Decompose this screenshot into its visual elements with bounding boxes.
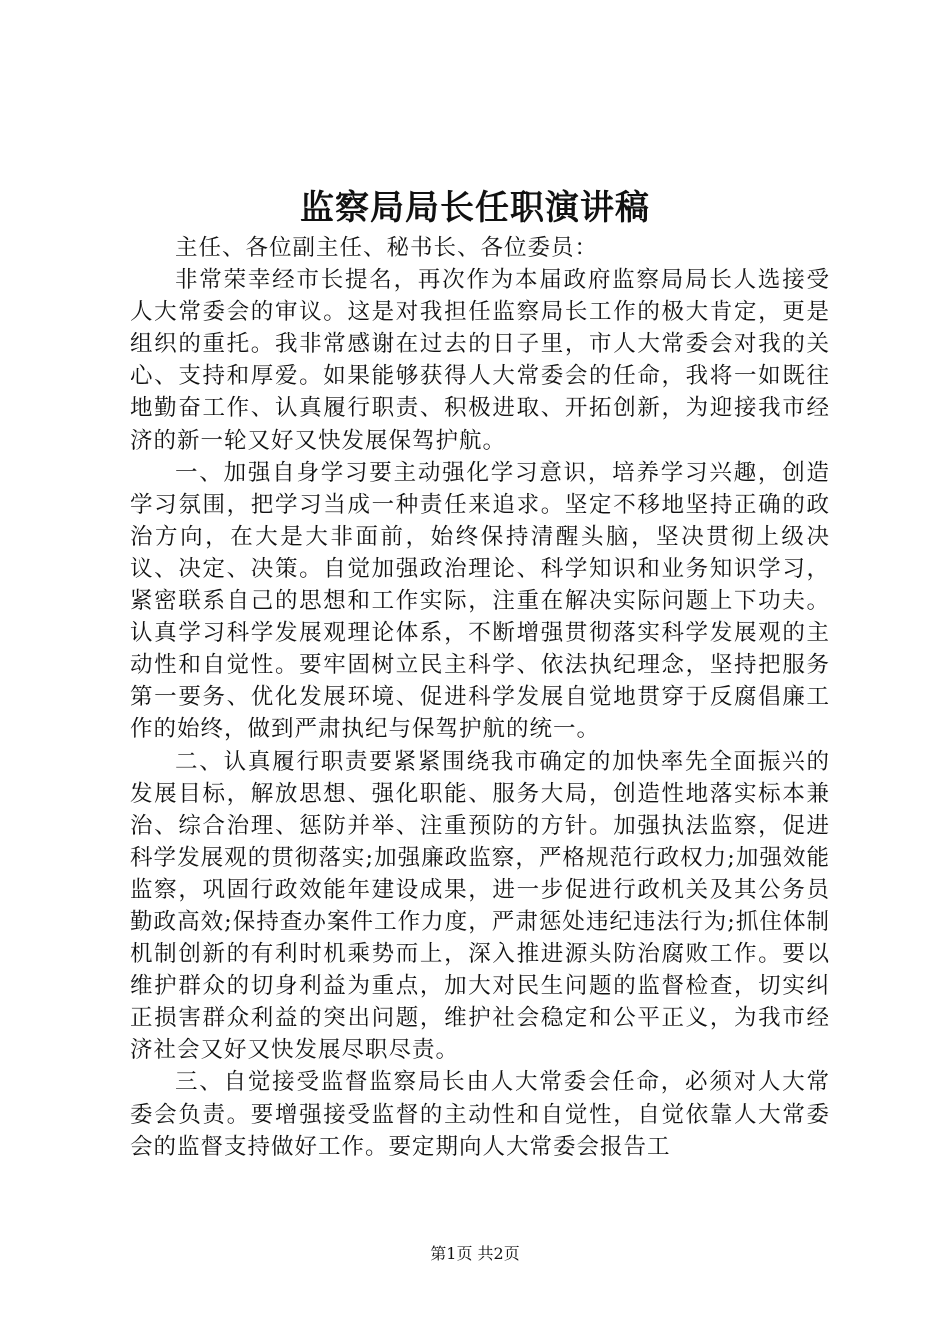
salutation-paragraph: 主任、各位副主任、秘书长、各位委员： [175,235,599,261]
page-footer: 第1页 共2页 [430,1244,520,1263]
intro-paragraph: 非常荣幸经市长提名，再次作为本届政府监察局局长人选接受人大常委会的审议。这是对我担任监察局长工作的极大肯定，更是组织的重托。我非常感谢在过去的日子里，市人大常委会对我的关心、支持和厚爱。如果能够获得人大常委会的任命，我将一如既往地勤奋工作、认真履行职责、积极进取、开拓创新，为迎接我市经济的新一轮又好又快发展保驾护航。 [130,267,830,454]
section-three-paragraph: 三、自觉接受监督监察局长由人大常委会任命，必须对人大常委会负责。要增强接受监督的主动性和自觉性，自觉依靠人大常委会的监督支持做好工作。要定期向人大常委会报告工 [130,1069,830,1160]
section-two-paragraph: 二、认真履行职责要紧紧围绕我市确定的加快率先全面振兴的发展目标，解放思想、强化职能、服务大局，创造性地落实标本兼治、综合治理、惩防并举、注重预防的方针。加强执法监察，促进科学发展观的贯彻落实;加强廉政监察，严格规范行政权力;加强效能监察，巩固行政效能年建设成果，进一步促进行政机关及其公务员勤政高效;保持查办案件工作力度，严肃惩处违纪违法行为;抓住体制机制创新的有利时机乘势而上，深入推进源头防治腐败工作。要以维护群众的切身利益为重点，加大对民生问题的监督检查，切实纠正损害群众利益的突出问题，维护社会稳定和公平正义，为我市经济社会又好又快发展尽职尽责。 [130,748,830,1064]
section-one-paragraph: 一、加强自身学习要主动强化学习意识，培养学习兴趣，创造学习氛围，把学习当成一种责任来追求。坚定不移地坚持正确的政治方向，在大是大非面前，始终保持清醒头脑，坚决贯彻上级决议、决定、决策。自觉加强政治理论、科学知识和业务知识学习，紧密联系自己的思想和工作实际，注重在解决实际问题上下功夫。认真学习科学发展观理论体系，不断增强贯彻落实科学发展观的主动性和自觉性。要牢固树立民主科学、依法执纪理念，坚持把服务第一要务、优化发展环境、促进科学发展自觉地贯穿于反腐倡廉工作的始终，做到严肃执纪与保驾护航的统一。 [130,459,830,743]
document-title: 监察局局长任职演讲稿 [300,188,650,228]
document-body [130,232,830,1163]
